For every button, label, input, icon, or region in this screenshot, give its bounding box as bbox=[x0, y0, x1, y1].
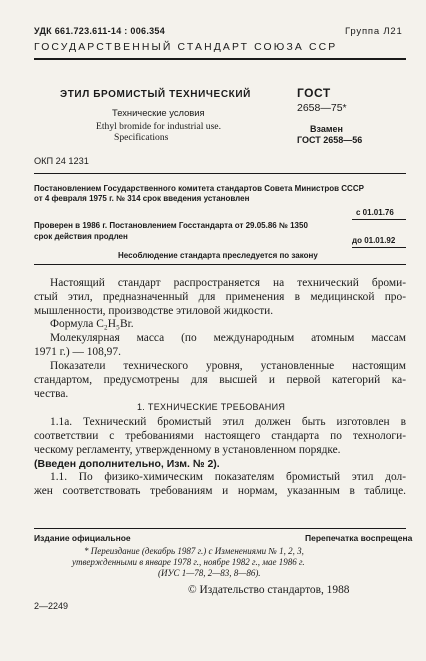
p1a-line1: 1.1а. Технический бромистый этил должен быть изготовлен в bbox=[50, 416, 406, 428]
page-code: 2—2249 bbox=[34, 601, 69, 611]
decree-rule bbox=[34, 264, 406, 265]
title-en-2: Specifications bbox=[114, 132, 169, 143]
gost-number: 2658—75* bbox=[297, 102, 347, 114]
copyright: © Издательство стандартов, 1988 bbox=[188, 584, 350, 596]
official-edition: Издание официальное bbox=[34, 533, 131, 543]
footer-rule bbox=[34, 528, 406, 529]
intro-p1-line2: стый этил, предназначенный для применения в медицинской про- bbox=[34, 291, 406, 303]
okp-rule bbox=[34, 173, 406, 174]
date2-underline bbox=[352, 247, 406, 248]
law-warning: Несоблюдение стандарта преследуется по закону bbox=[118, 251, 318, 260]
subtitle-ru: Технические условия bbox=[112, 107, 205, 118]
decree-date-1: с 01.01.76 bbox=[356, 208, 394, 217]
footnote-line1: * Переиздание (декабрь 1987 г.) с Изменениями № 1, 2, 3, bbox=[84, 546, 304, 556]
group-code: Группа Л21 bbox=[345, 26, 403, 37]
okp-code: ОКП 24 1231 bbox=[34, 156, 89, 166]
intro-p3-line3: чества. bbox=[34, 388, 69, 400]
decree-line-3: Проверен в 1986 г. Постановлением Госстандарта от 29.05.86 № 1350 bbox=[34, 221, 308, 230]
decree-date-2: до 01.01.92 bbox=[352, 236, 396, 245]
p1a-line2: соответствии с требованиями настоящего стандарта по технологи- bbox=[34, 430, 406, 442]
decree-line-1: Постановлением Государственного комитета стандартов Совета Министров СССР bbox=[34, 184, 364, 193]
title-ru: ЭТИЛ БРОМИСТЫЙ ТЕХНИЧЕСКИЙ bbox=[60, 89, 251, 100]
section-heading: 1. ТЕХНИЧЕСКИЕ ТРЕБОВАНИЯ bbox=[137, 402, 286, 412]
amendment-note: (Введен дополнительно, Изм. № 2). bbox=[34, 458, 220, 470]
udk-code: УДК 661.723.611-14 : 006.354 bbox=[34, 26, 166, 36]
replaces-label: Взамен bbox=[310, 124, 343, 134]
mass-line2: 1971 г.) — 108,97. bbox=[34, 346, 121, 358]
replaces-value: ГОСТ 2658—56 bbox=[297, 135, 363, 145]
decree-line-4: срок действия продлен bbox=[34, 232, 128, 241]
footnote-line3: (ИУС 1—78, 2—83, 8—86). bbox=[158, 568, 261, 578]
footnote-line2: утвержденными в январе 1978 г., ноябре 1982 г., мае 1986 г. bbox=[72, 557, 305, 567]
banner: ГОСУДАРСТВЕННЫЙ СТАНДАРТ СОЮЗА ССР bbox=[34, 42, 338, 53]
date1-underline bbox=[352, 219, 406, 220]
p11-line1: 1.1. По физико-химическим показателям бромистый этил дол- bbox=[50, 471, 406, 483]
intro-p1-line1: Настоящий стандарт распространяется на технический броми- bbox=[50, 277, 406, 289]
mass-line1: Молекулярная масса (по международным атомным массам bbox=[50, 332, 406, 344]
p11-line2: жен соответствовать требованиям и нормам, указанным в таблице. bbox=[34, 485, 406, 497]
decree-line-2: от 4 февраля 1975 г. № 314 срок введения установлен bbox=[34, 194, 250, 203]
reprint-notice: Перепечатка воспрещена bbox=[305, 533, 413, 543]
intro-p1-line3: мышленности, производстве этиловой жидкости. bbox=[34, 305, 274, 317]
intro-p3-line2: стандартом, предусмотрены для высшей и первой категорий ка- bbox=[34, 374, 406, 386]
p1a-line3: ческому регламенту, утвержденному в установленном порядке. bbox=[34, 444, 341, 456]
header-rule bbox=[34, 58, 406, 60]
formula: Формула C₂H₅Br. bbox=[50, 318, 134, 330]
intro-p3-line1: Показатели технического уровня, установленные настоящим bbox=[50, 360, 406, 372]
gost-label: ГОСТ bbox=[297, 86, 331, 100]
title-en-1: Ethyl bromide for industrial use. bbox=[96, 121, 221, 132]
